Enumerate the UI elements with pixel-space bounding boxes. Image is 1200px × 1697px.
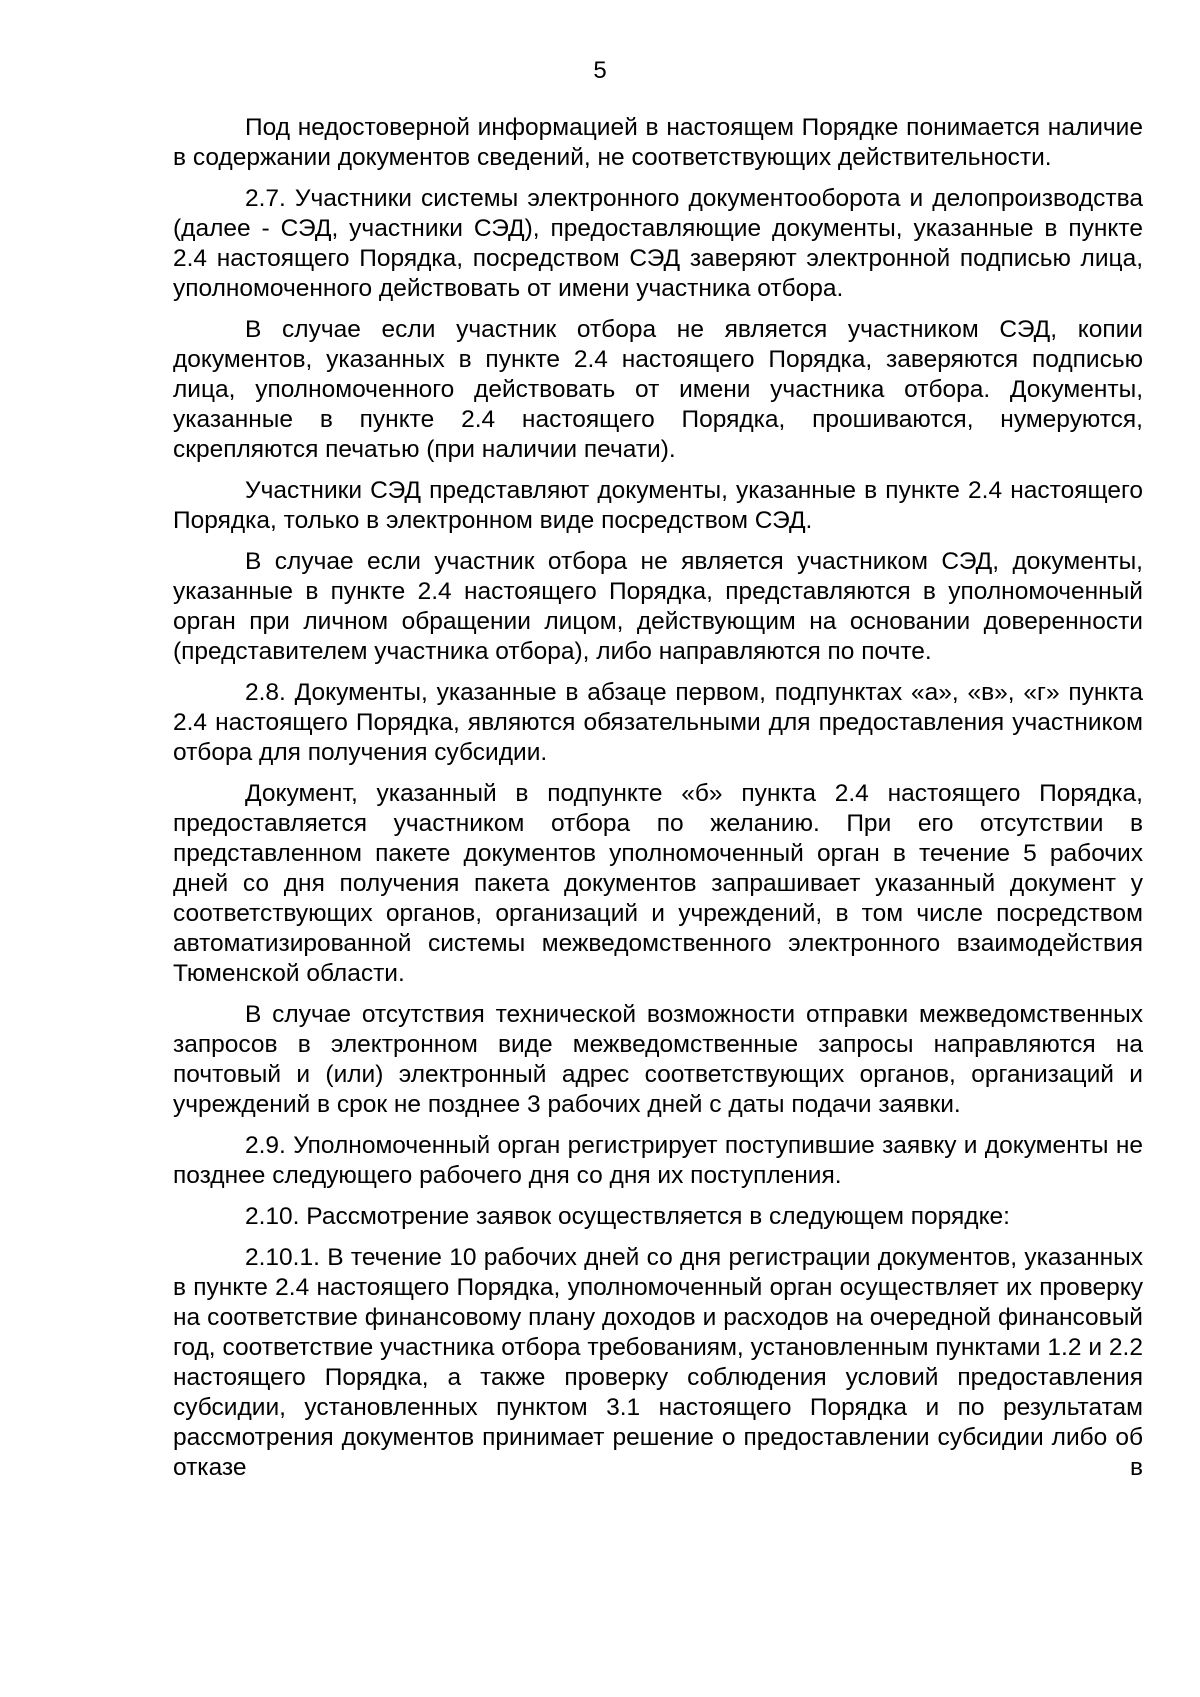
paragraph-non-sed-submission: В случае если участник отбора не является участником СЭД, документы, указанные в пункте 2.4 настоящего Порядка, представляются в уполномоченный орган при личном обращении лицом, действующим на основании доверенности (представителем участника отбора), либо направляются по почте. xyxy=(173,548,1143,665)
paragraph-optional-document: Документ, указанный в подпункте «б» пункта 2.4 настоящего Порядка, предоставляется участником отбора по желанию. При его отсутствии в представленном пакете документов уполномоченный орган в течение 5 рабочих дней со дня получения пакета документов запрашивает указанный документ у соответствующих органов, организаций и учреждений, в том числе посредством автоматизированной системы межведомственного электронного взаимодействия Тюменской области. xyxy=(173,780,1143,987)
paragraph-2-10-1: 2.10.1. В течение 10 рабочих дней со дня регистрации документов, указанных в пункте 2.4 настоящего Порядка, уполномоченный орган осуществляет их проверку на соответствие финансовому плану доходов и расходов на очередной финансовый год, соответствие участника отбора требованиям, установленным пунктами 1.2 и 2.2 настоящего Порядка, а также проверку соблюдения условий предоставления субсидии, установленных пунктом 3.1 настоящего Порядка и по результатам рассмотрения документов принимает решение о предоставлении субсидии либо об отказе в xyxy=(173,1244,1143,1481)
page-number: 5 xyxy=(593,57,607,84)
paragraph-2-9: 2.9. Уполномоченный орган регистрирует поступившие заявку и документы не позднее следующего рабочего дня со дня их поступления. xyxy=(173,1132,1143,1189)
paragraph-2-8: 2.8. Документы, указанные в абзаце первом, подпунктах «а», «в», «г» пункта 2.4 настоящего Порядка, являются обязательными для предоставления участником отбора для получения субсидии. xyxy=(173,679,1143,766)
paragraph-2-7: 2.7. Участники системы электронного документооборота и делопроизводства (далее - СЭД, участники СЭД), предоставляющие документы, указанные в пункте 2.4 настоящего Порядка, посредством СЭД заверяют электронной подписью лица, уполномоченного действовать от имени участника отбора. xyxy=(173,185,1143,302)
paragraph-sed-electronic: Участники СЭД представляют документы, указанные в пункте 2.4 настоящего Порядка, только в электронном виде посредством СЭД. xyxy=(173,477,1143,534)
paragraph-interagency-requests: В случае отсутствия технической возможности отправки межведомственных запросов в электронном виде межведомственные запросы направляются на почтовый и (или) электронный адрес соответствующих органов, организаций и учреждений в срок не позднее 3 рабочих дней с даты подачи заявки. xyxy=(173,1001,1143,1118)
document-body xyxy=(173,113,1143,1483)
paragraph-2-10: 2.10. Рассмотрение заявок осуществляется в следующем порядке: xyxy=(245,1203,1010,1230)
paragraph-unreliable-info: Под недостоверной информацией в настоящем Порядке понимается наличие в содержании документов сведений, не соответствующих действительности. xyxy=(173,114,1143,171)
paragraph-non-sed-copies: В случае если участник отбора не является участником СЭД, копии документов, указанных в пункте 2.4 настоящего Порядка, заверяются подписью лица, уполномоченного действовать от имени участника отбора. Документы, указанные в пункте 2.4 настоящего Порядка, прошиваются, нумеруются, скрепляются печатью (при наличии печати). xyxy=(173,316,1143,463)
